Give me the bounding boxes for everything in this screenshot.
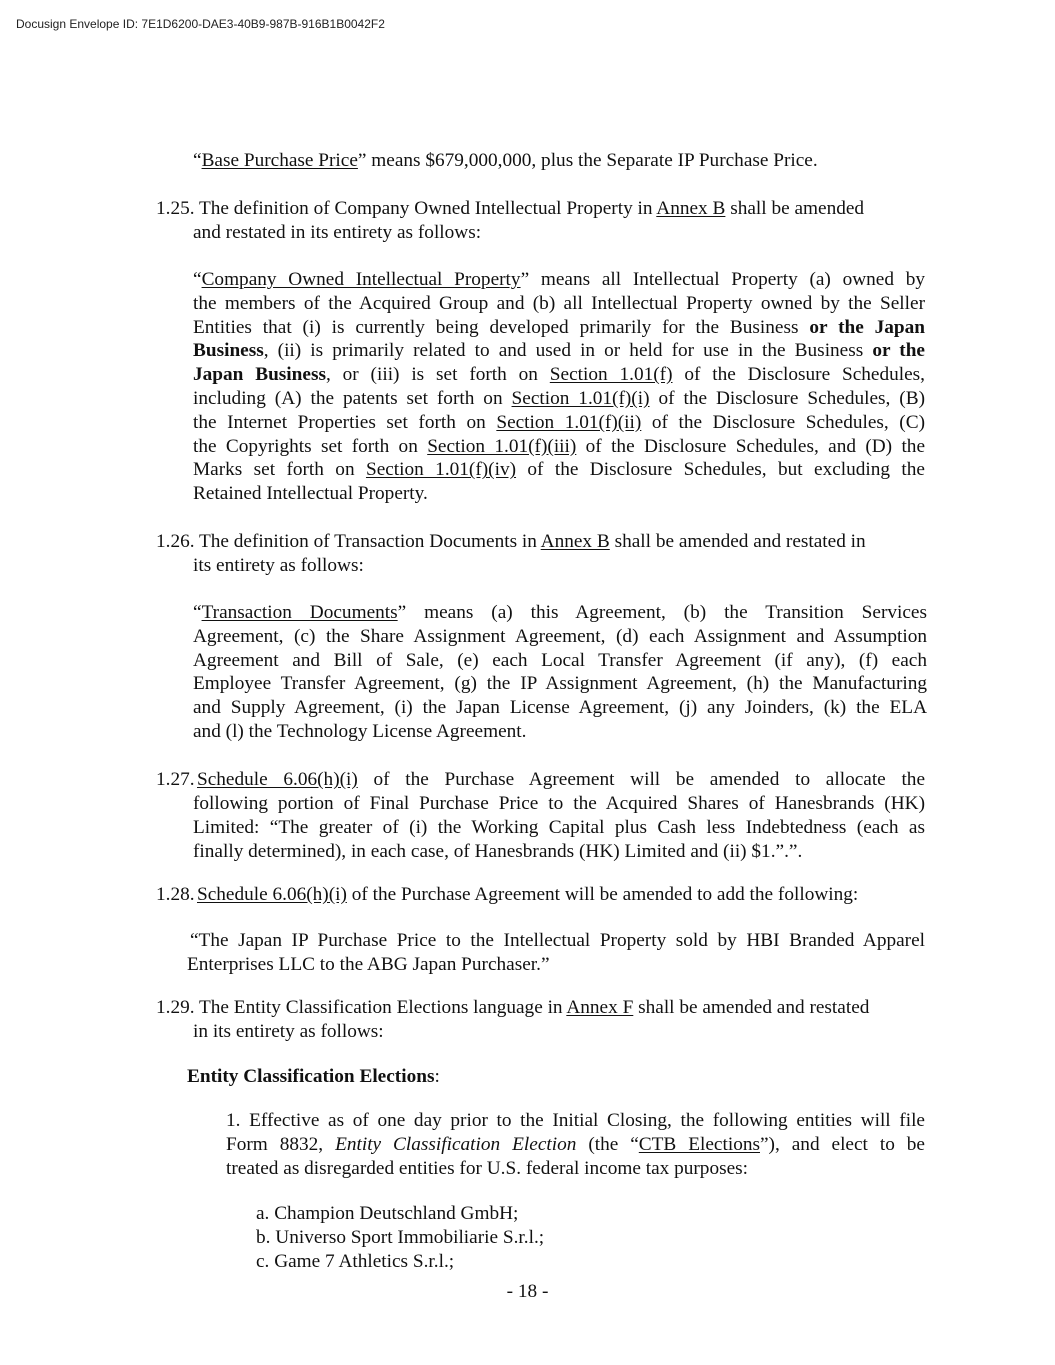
text: shall be amended and restated in: [609, 531, 866, 552]
line: [193, 268, 925, 292]
defined-term-base-purchase-price: Base Purchase Price: [201, 150, 358, 171]
text: , (ii) is primarily related to and used in or held for use in the Business: [263, 340, 873, 362]
schedule-reference: Schedule 6.06(h)(i): [197, 769, 358, 790]
section-reference: Section 1.01(f)(ii): [496, 411, 642, 433]
bold-text: or the: [872, 340, 925, 362]
text: of the Disclosure Schedules,: [672, 364, 926, 386]
section-1-25-intro: [199, 197, 864, 221]
line: [193, 316, 925, 340]
text: The definition of Company Owned Intellectual Property in: [199, 198, 657, 219]
text: “: [193, 269, 202, 290]
line: treated as disregarded entities for U.S. federal income tax purposes:: [226, 1157, 749, 1179]
line: finally determined), in each case, of Hanesbrands (HK) Limited and (ii) $1.”.”.: [193, 840, 803, 862]
annex-b-reference: Annex B: [540, 531, 610, 552]
base-purchase-price-definition: [193, 149, 818, 173]
entity-classification-heading: [187, 1065, 440, 1089]
text: of the Disclosure Schedules, (C): [641, 411, 926, 433]
defined-term-company-owned-ip: Company Owned Intellectual Property: [201, 269, 521, 290]
text: Entities that (i) is currently being developed primarily for the Business: [193, 316, 810, 338]
schedule-reference: Schedule 6.06(h)(i): [197, 884, 347, 905]
text: Form 8832,: [226, 1133, 336, 1155]
line: and (l) the Technology License Agreement.: [193, 720, 527, 742]
text: ” means (a) this Agreement, (b) the Transition Services: [397, 602, 927, 623]
section-number-1-28: 1.28.: [156, 884, 195, 905]
line: Employee Transfer Agreement, (g) the IP Assignment Agreement, (h) the Manufacturing: [193, 673, 927, 695]
company-owned-ip-definition: [193, 268, 925, 506]
line: the members of the Acquired Group and (b) all Intellectual Property owned by the Seller: [193, 292, 925, 314]
section-1-26-intro: [199, 530, 866, 554]
section-number-1-26: 1.26.: [156, 531, 195, 552]
list-item: c. Game 7 Athletics S.r.l.;: [256, 1250, 455, 1272]
section-reference: Section 1.01(f)(i): [511, 387, 650, 409]
line: Agreement and Bill of Sale, (e) each Local Transfer Agreement (if any), (f) each: [193, 649, 927, 671]
section-reference: Section 1.01(f): [549, 364, 673, 386]
line: [193, 387, 925, 411]
text: the Copyrights set forth on: [193, 435, 428, 457]
line: “The Japan IP Purchase Price to the Intellectual Property sold by HBI Branded Apparel: [190, 930, 925, 951]
transaction-documents-definition: [193, 601, 927, 744]
annex-f-reference: Annex F: [566, 997, 634, 1018]
section-1-28-line1: [197, 883, 858, 907]
list-item: b. Universo Sport Immobiliarie S.r.l.;: [256, 1226, 545, 1248]
text: shall be amended and restated: [633, 997, 870, 1018]
section-reference: Section 1.01(f)(iii): [427, 435, 577, 457]
line: [193, 601, 927, 625]
defined-term-transaction-documents: Transaction Documents: [201, 602, 398, 623]
section-number-1-27: 1.27.: [156, 769, 195, 790]
section-1-26-intro-line2: its entirety as follows:: [193, 555, 364, 576]
text: The definition of Transaction Documents in: [199, 531, 541, 552]
section-1-27-body: [193, 792, 925, 863]
text: “: [193, 602, 202, 623]
open-quote: “: [193, 150, 202, 171]
line: [193, 435, 925, 459]
line: [193, 411, 925, 435]
annex-b-reference: Annex B: [656, 198, 726, 219]
text: including (A) the patents set forth on: [193, 387, 512, 409]
line: Retained Intellectual Property.: [193, 483, 428, 505]
section-number-1-25: 1.25.: [156, 198, 195, 219]
line: Agreement, (c) the Share Assignment Agreement, (d) each Assignment and Assumption: [193, 625, 927, 647]
line: [226, 1133, 925, 1157]
definition-text: ” means $679,000,000, plus the Separate IP Purchase Price.: [357, 150, 818, 171]
italic-text: Entity Classification Election: [335, 1133, 577, 1155]
section-number-1-29: 1.29.: [156, 997, 195, 1018]
section-1-25-intro-line2: and restated in its entirety as follows:: [193, 222, 482, 243]
line: [193, 363, 925, 387]
line: Enterprises LLC to the ABG Japan Purchaser.”: [187, 953, 550, 975]
section-1-29-intro-line2: in its entirety as follows:: [193, 1021, 384, 1042]
line: [193, 339, 925, 363]
bold-text: Business: [193, 340, 264, 362]
japan-ip-quote: [187, 929, 925, 977]
text: of the Disclosure Schedules, but excluding the: [516, 459, 925, 481]
text: , or (iii) is set forth on: [325, 364, 550, 386]
text: of the Purchase Agreement will be amended to allocate the: [357, 769, 926, 790]
section-reference: Section 1.01(f)(iv): [365, 459, 517, 481]
line: 1. Effective as of one day prior to the Initial Closing, the following entities will file: [226, 1110, 925, 1131]
text: shall be amended: [725, 198, 865, 219]
bold-text: Entity Classification Elections: [187, 1066, 435, 1087]
entity-list: [256, 1202, 544, 1273]
line: [193, 458, 925, 482]
ctb-elections-paragraph: [226, 1109, 925, 1180]
line: and Supply Agreement, (i) the Japan License Agreement, (j) any Joinders, (k) the ELA: [193, 697, 927, 719]
text: Marks set forth on: [193, 459, 366, 481]
text: the Internet Properties set forth on: [193, 411, 497, 433]
text: :: [434, 1066, 440, 1087]
section-1-27-line1: [197, 768, 925, 792]
text: ” means all Intellectual Property (a) owned by: [520, 269, 925, 290]
text: of the Purchase Agreement will be amended to add the following:: [346, 884, 859, 905]
envelope-id-header: Docusign Envelope ID: 7E1D6200-DAE3-40B9-987B-916B1B0042F2: [16, 17, 385, 31]
defined-term-ctb-elections: CTB Elections: [638, 1133, 760, 1155]
text: ”), and elect to be: [760, 1133, 925, 1155]
line: [197, 768, 925, 792]
section-1-29-intro: [199, 996, 869, 1020]
page-number: - 18 -: [506, 1281, 549, 1302]
list-item: a. Champion Deutschland GmbH;: [256, 1203, 519, 1224]
text: of the Disclosure Schedules, and (D) the: [576, 435, 926, 457]
line: Limited: “The greater of (i) the Working Capital plus Cash less Indebtedness (each as: [193, 816, 925, 838]
bold-text: Japan Business: [193, 364, 326, 386]
text: of the Disclosure Schedules, (B): [649, 387, 925, 409]
line: following portion of Final Purchase Price to the Acquired Shares of Hanesbrands (HK): [193, 793, 925, 814]
text: The Entity Classification Elections language in: [199, 997, 567, 1018]
bold-text: or the Japan: [809, 316, 926, 338]
text: (the “: [576, 1133, 639, 1155]
